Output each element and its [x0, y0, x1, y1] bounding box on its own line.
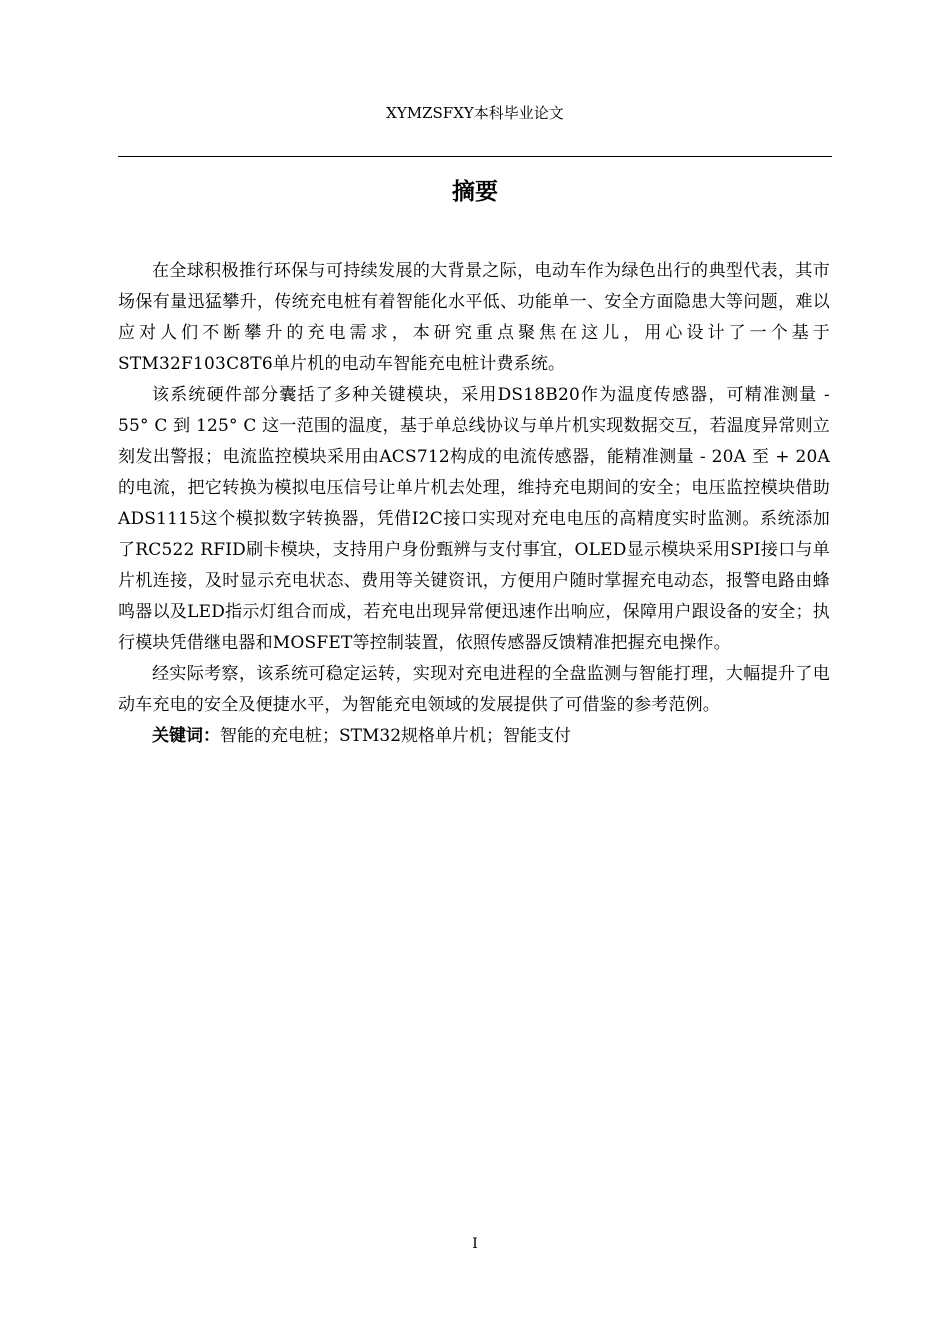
- keywords-label: 关键词：: [152, 726, 220, 746]
- page-number: I: [472, 1236, 478, 1252]
- abstract-body: [118, 256, 830, 752]
- abstract-paragraph-1: 在全球积极推行环保与可持续发展的大背景之际，电动车作为绿色出行的典型代表，其市场保有量迅猛攀升，传统充电桩有着智能化水平低、功能单一、安全方面隐患大等问题，难以应对人们不断攀升的充电需求，本研究重点聚焦在这儿，用心设计了一个基于STM32F103C8T6单片机的电动车智能充电桩计费系统。: [118, 261, 830, 374]
- running-header: XYMZSFXY本科毕业论文: [386, 104, 564, 122]
- keywords-line: [118, 721, 830, 752]
- header-divider: [118, 156, 832, 157]
- keywords-value: 智能的充电桩；STM32规格单片机；智能支付: [220, 726, 572, 746]
- abstract-paragraph-3: 经实际考察，该系统可稳定运转，实现对充电进程的全盘监测与智能打理，大幅提升了电动车充电的安全及便捷水平，为智能充电领域的发展提供了可借鉴的参考范例。: [118, 664, 830, 715]
- abstract-paragraph-2: 该系统硬件部分囊括了多种关键模块，采用DS18B20作为温度传感器，可精准测量 - 55° C 到 125° C 这一范围的温度，基于单总线协议与单片机实现数据交互，若温度异常则立刻发出警报；电流监控模块采用由ACS712构成的电流传感器，能精准测量 - 20A 至 + 20A 的电流，把它转换为模拟电压信号让单片机去处理，维持充电期间的安全；电压监控模块借助ADS1115这个模拟数字转换器，凭借I2C接口实现对充电电压的高精度实时监测。系统添加了RC522 RFID刷卡模块，支持用户身份甄辨与支付事宜，OLED显示模块采用SPI接口与单片机连接，及时显示充电状态、费用等关键资讯，方便用户随时掌握充电动态，报警电路由蜂鸣器以及LED指示灯组合而成，若充电出现异常便迅速作出响应，保障用户跟设备的安全；执行模块凭借继电器和MOSFET等控制装置，依照传感器反馈精准把握充电操作。: [118, 385, 830, 653]
- abstract-title: 摘要: [452, 179, 498, 205]
